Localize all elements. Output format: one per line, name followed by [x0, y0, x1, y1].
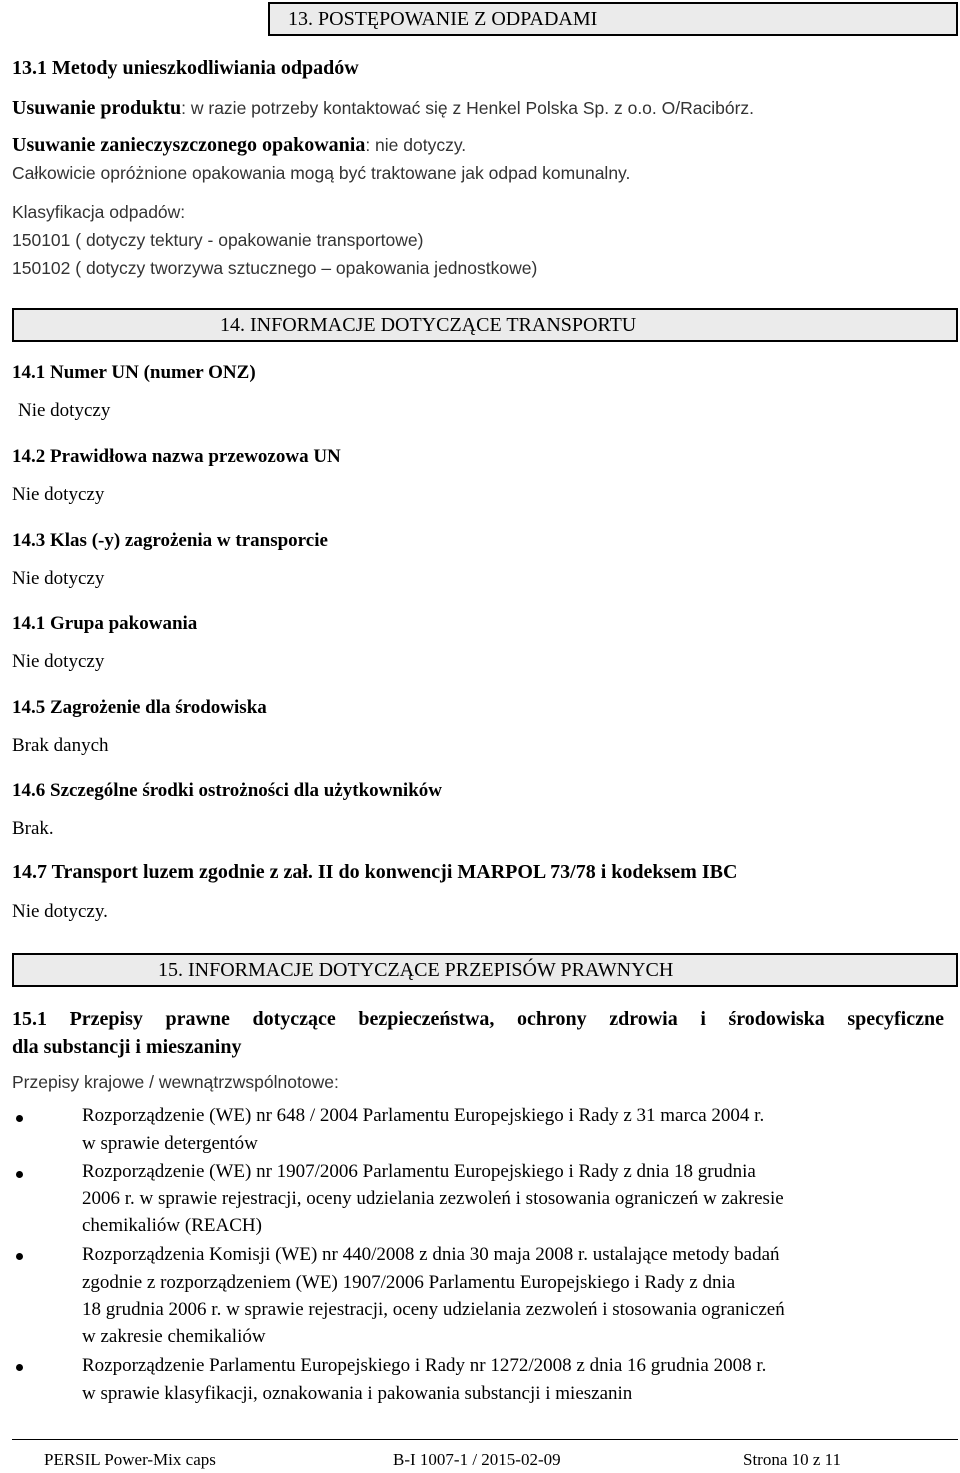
packaging-disposal-text: : nie dotyczy.: [365, 135, 467, 155]
transport-item-heading: 14.2 Prawidłowa nazwa przewozowa UN: [12, 446, 341, 467]
transport-item-heading: 14.6 Szczególne środki ostrożności dla użytkowników: [12, 780, 442, 801]
section-15-1-heading-line-1: 15.1 Przepisy prawne dotyczące bezpieczeństwa, ochrony zdrowia i środowiska specyficzne: [12, 1008, 944, 1030]
bullet-icon: [16, 1115, 23, 1122]
section-15-header: [12, 953, 958, 987]
transport-item-value: Nie dotyczy: [12, 484, 105, 505]
regulation-line: w sprawie klasyfikacji, oznakowania i pakowania substancji i mieszanin: [82, 1383, 633, 1404]
section-13-header: [268, 2, 958, 36]
regulation-line: Rozporządzenie Parlamentu Europejskiego i Rady nr 1272/2008 z dnia 16 grudnia 2008 r.: [82, 1355, 767, 1376]
bullet-icon: [16, 1253, 23, 1260]
section-13-title: 13. POSTĘPOWANIE Z ODPADAMI: [288, 8, 598, 30]
section-14-title: 14. INFORMACJE DOTYCZĄCE TRANSPORTU: [220, 314, 637, 336]
transport-item-heading: 14.3 Klas (-y) zagrożenia w transporcie: [12, 530, 328, 551]
bullet-icon: [16, 1171, 23, 1178]
waste-code-2: 150102 ( dotyczy tworzywa sztucznego – opakowania jednostkowe): [12, 258, 538, 278]
packaging-disposal-label: Usuwanie zanieczyszczonego opakowania: [12, 134, 366, 156]
regulation-line: Rozporządzenia Komisji (WE) nr 440/2008 z dnia 30 maja 2008 r. ustalające metody badań: [82, 1244, 780, 1265]
empty-packaging-text: Całkowicie opróżnione opakowania mogą być traktowane jak odpad komunalny.: [12, 163, 631, 183]
regulation-line: w sprawie detergentów: [82, 1133, 258, 1154]
transport-item-heading: 14.7 Transport luzem zgodnie z zał. II do konwencji MARPOL 73/78 i kodeksem IBC: [12, 861, 738, 883]
transport-item-heading: 14.1 Numer UN (numer ONZ): [12, 362, 256, 383]
section-15-1-heading-line-2: dla substancji i mieszaniny: [12, 1036, 242, 1058]
footer-divider: [12, 1439, 958, 1440]
footer-document-id: B-I 1007-1 / 2015-02-09: [393, 1450, 561, 1469]
regulation-line: 2006 r. w sprawie rejestracji, oceny udzielania zezwoleń i stosowania ograniczeń w zakresie: [82, 1188, 784, 1209]
waste-code-1: 150101 ( dotyczy tektury - opakowanie transportowe): [12, 230, 424, 250]
transport-item-heading: 14.1 Grupa pakowania: [12, 613, 198, 634]
footer-product-name: PERSIL Power-Mix caps: [44, 1450, 216, 1469]
regulation-line: Rozporządzenie (WE) nr 648 / 2004 Parlamentu Europejskiego i Rady z 31 marca 2004 r.: [82, 1105, 765, 1126]
product-disposal-label: Usuwanie produktu: [12, 97, 182, 119]
transport-item-heading: 14.5 Zagrożenie dla środowiska: [12, 697, 267, 718]
transport-item-value: Nie dotyczy: [18, 400, 111, 421]
regulation-line: Rozporządzenie (WE) nr 1907/2006 Parlamentu Europejskiego i Rady z dnia 18 grudnia: [82, 1161, 756, 1182]
footer-page-number: Strona 10 z 11: [743, 1450, 842, 1469]
section-15-title: 15. INFORMACJE DOTYCZĄCE PRZEPISÓW PRAWNYCH: [158, 959, 674, 981]
section-14-header: [12, 308, 958, 342]
transport-item-value: Nie dotyczy.: [12, 901, 108, 922]
transport-item-value: Brak.: [12, 818, 54, 839]
transport-item-value: Brak danych: [12, 735, 109, 756]
packaging-disposal-line: [12, 134, 466, 157]
regulation-line: chemikaliów (REACH): [82, 1215, 262, 1236]
regulation-line: w zakresie chemikaliów: [82, 1326, 266, 1347]
regulations-intro: Przepisy krajowe / wewnątrzwspólnotowe:: [12, 1072, 339, 1092]
transport-item-value: Nie dotyczy: [12, 651, 105, 672]
product-disposal-line: [12, 97, 754, 120]
regulation-line: zgodnie z rozporządzeniem (WE) 1907/2006 Parlamentu Europejskiego i Rady z dnia: [82, 1272, 736, 1293]
section-13-1-heading: 13.1 Metody unieszkodliwiania odpadów: [12, 57, 359, 79]
transport-item-value: Nie dotyczy: [12, 568, 105, 589]
regulation-line: 18 grudnia 2006 r. w sprawie rejestracji, oceny udzielania zezwoleń i stosowania ograniczeń: [82, 1299, 785, 1320]
product-disposal-text: : w razie potrzeby kontaktować się z Henkel Polska Sp. z o.o. O/Racibórz.: [181, 98, 755, 118]
waste-classification-label: Klasyfikacja odpadów:: [12, 202, 186, 222]
bullet-icon: [16, 1364, 23, 1371]
